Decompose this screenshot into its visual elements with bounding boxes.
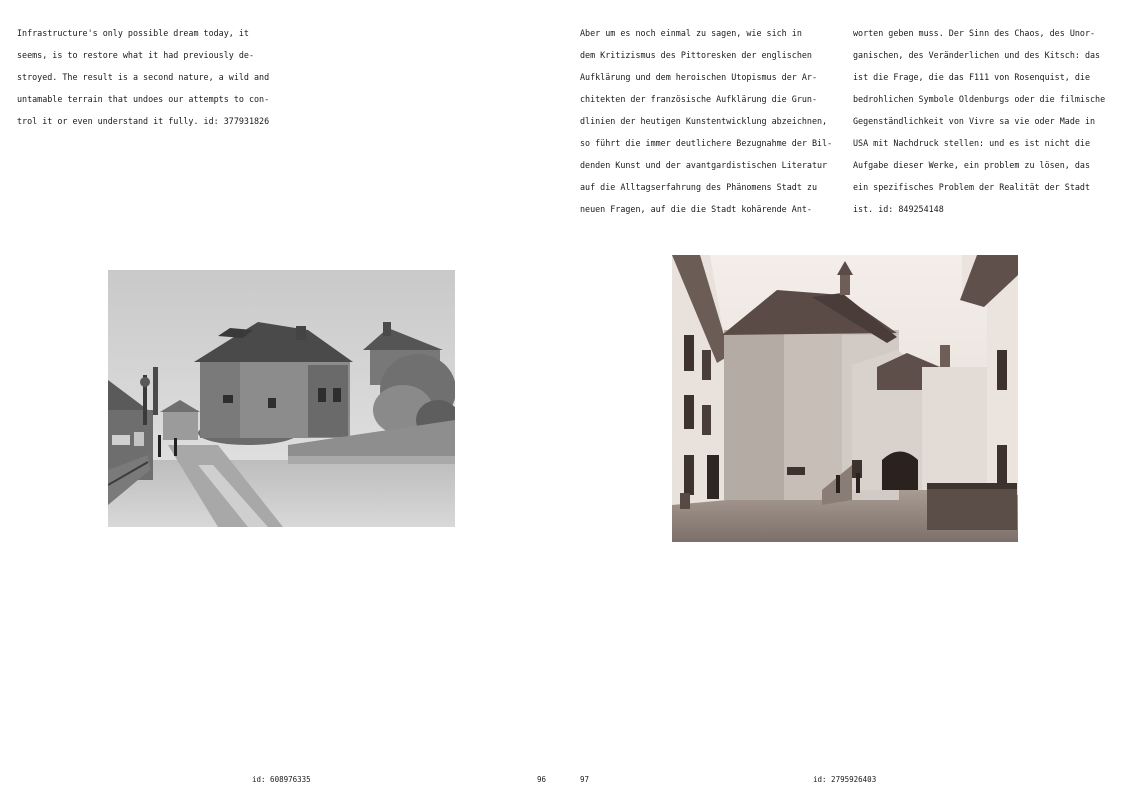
left-body-text — [17, 17, 269, 138]
text-line: auf die Alltagserfahrung des Phänomens Stadt zu — [580, 182, 817, 192]
text-line: Aber um es noch einmal zu sagen, wie sich in — [580, 28, 802, 38]
text-line: ist die Frage, die das F111 von Rosenquist, die — [853, 72, 1090, 82]
text-line: seems, is to restore what it had previously de- — [17, 50, 254, 60]
text-line: Aufklärung und dem heroischen Utopismus der Ar- — [580, 72, 817, 82]
tower-photo-right — [672, 255, 1018, 542]
text-line: dem Kritizismus des Pittoresken der englischen — [580, 50, 812, 60]
text-line: Gegenständlichkeit von Vivre sa vie oder Made in — [853, 116, 1096, 126]
text-line: so führt die immer deutlichere Bezugnahme der Bil- — [580, 138, 833, 148]
text-line: dlinien der heutigen Kunstentwicklung abzeichnen, — [580, 116, 828, 126]
text-line: USA mit Nachdruck stellen: und es ist nicht die — [853, 138, 1090, 148]
text-line: Aufgabe dieser Werke, ein problem zu lösen, das — [853, 160, 1090, 170]
text-line: stroyed. The result is a second nature, a wild and — [17, 72, 270, 82]
right-photo-caption: id: 2795926403 — [813, 775, 877, 784]
text-line: chitekten der französische Aufklärung die Grun- — [580, 94, 817, 104]
tower-photo-left — [108, 270, 455, 527]
right-body-text-column-1 — [580, 17, 832, 226]
text-line: denden Kunst und der avantgardistischen Literatur — [580, 160, 828, 170]
text-line: ganischen, des Veränderlichen und des Kitsch: das — [853, 50, 1101, 60]
text-line: neuen Fragen, auf die die Stadt kohärende Ant- — [580, 204, 812, 214]
text-line: Infrastructure's only possible dream today, it — [17, 28, 249, 38]
text-line: ist. id: 849254148 — [853, 204, 944, 214]
text-line: worten geben muss. Der Sinn des Chaos, des Unor- — [853, 28, 1096, 38]
left-photo-caption: id: 608976335 — [252, 775, 311, 784]
text-line: ein spezifisches Problem der Realität der Stadt — [853, 182, 1090, 192]
text-line: bedrohlichen Symbole Oldenburgs oder die filmische — [853, 94, 1106, 104]
right-body-text-column-2 — [853, 17, 1105, 226]
text-line: trol it or even understand it fully. id: 377931826 — [17, 116, 270, 126]
page-number-left: 96 — [537, 775, 547, 784]
page-number-right: 97 — [580, 775, 590, 784]
text-line: untamable terrain that undoes our attempts to con- — [17, 94, 270, 104]
